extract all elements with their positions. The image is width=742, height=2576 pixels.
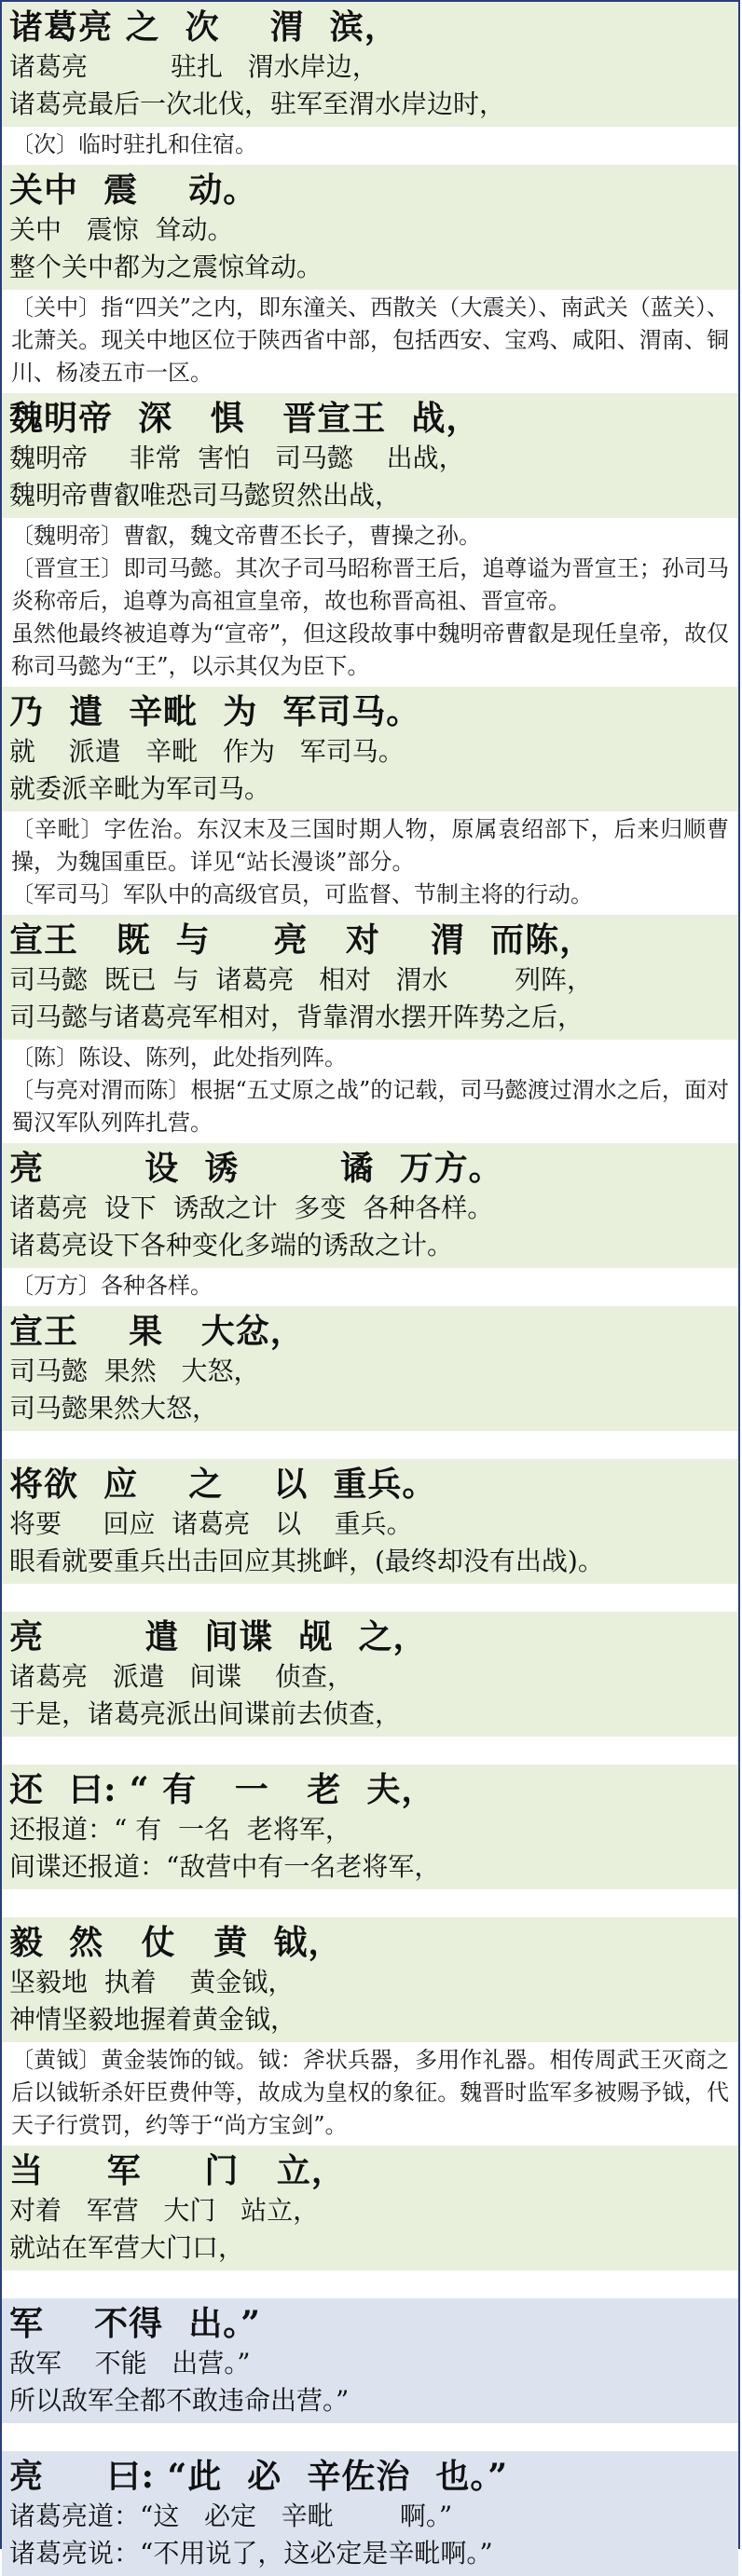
annotation-note: 〔魏明帝〕曹叡，魏文帝曹丕长子，曹操之孙。: [11, 523, 481, 549]
classical-line: 乃 遣 辛毗 为 军司马。: [9, 692, 421, 731]
word-gloss: 诸葛亮 驻扎 渭水岸边，: [9, 51, 378, 82]
annotation-block: [2, 290, 738, 393]
classical-line: 将欲 应 之 以 重兵。: [9, 1465, 437, 1504]
classical-line: 毅 然 仗 黄 钺，: [9, 1923, 343, 1962]
word-gloss: 诸葛亮道：“这 必定 辛毗 啊。”: [9, 2501, 453, 2531]
section-gap: [2, 1889, 738, 1917]
annotation-block: [2, 811, 738, 915]
text-section: [2, 1306, 738, 1431]
section-gap: [2, 1431, 738, 1459]
word-gloss: 敌军 不能 出营。”: [9, 2348, 251, 2378]
classical-line: 关中 震 动。: [9, 170, 258, 210]
translation: 所以敌军全都不敢违命出营。”: [9, 2385, 350, 2416]
translation: 魏明帝曹叡唯恐司马懿贸然出战，: [9, 480, 402, 511]
text-section: [2, 2451, 738, 2576]
translation: 司马懿与诸葛亮军相对，背靠渭水摆开阵势之后，: [9, 1002, 584, 1032]
text-section: [2, 1917, 738, 2042]
classical-line: 还 曰: “ 有 一 老 夫，: [9, 1770, 436, 1809]
classical-line: 宣王 既 与 亮 对 渭 而陈，: [9, 920, 595, 960]
annotation-note: 〔关中〕指“四关”之内，即东潼关、西散关（大震关）、南武关（蓝关）、北萧关。现关中地区位于陕西省中部，包括西安、宝鸡、咸阳、渭南、铜川、杨凌五市一区。: [11, 294, 729, 386]
text-section: [2, 915, 738, 1040]
translation: 间谍还报道：“敌营中有一名老将军，: [9, 1851, 441, 1882]
word-gloss: 诸葛亮 设下 诱敌之计 多变 各种各样。: [9, 1193, 494, 1223]
text-section: [2, 165, 738, 290]
annotation-note: 〔万方〕各种各样。: [11, 1273, 213, 1299]
annotation-block: [2, 1268, 738, 1306]
classical-line: 当 军 门 立，: [9, 2151, 346, 2190]
word-gloss: 魏明帝 非常 害怕 司马懿 出战，: [9, 443, 465, 473]
classical-line: 魏明帝 深 惧 晋宣王 战，: [9, 399, 481, 438]
section-gap: [2, 1737, 738, 1765]
text-section: [2, 1459, 738, 1584]
translation: 诸葛亮说：“不用说了，这必定是辛毗啊。”: [9, 2538, 493, 2569]
text-section: [2, 2146, 738, 2270]
annotation-block: [2, 127, 738, 165]
annotation-note: 虽然他最终被追尊为“宣帝”，但这段故事中魏明帝曹叡是现任皇帝，故仅称司马懿为“王”，以示其仅为臣下。: [11, 620, 729, 679]
classical-line: 亮 设 诱 谲 万方。: [9, 1149, 503, 1188]
classical-line: 宣王 果 大忿，: [9, 1312, 305, 1351]
word-gloss: 对着 军营 大门 站立，: [9, 2195, 320, 2226]
section-gap: [2, 1584, 738, 1612]
translation: 整个关中都为之震惊耸动。: [9, 252, 323, 282]
text-section: [2, 1143, 738, 1268]
translation: 诸葛亮最后一次北伐，驻军至渭水岸边时，: [9, 89, 506, 119]
annotation-block: [2, 2042, 738, 2146]
translation: 诸葛亮设下各种变化多端的诱敌之计。: [9, 1230, 454, 1261]
annotation-note: 〔军司马〕军队中的高级官员，可监督、节制主将的行动。: [11, 881, 593, 907]
annotation-block: [2, 518, 738, 687]
classical-line: 军 不得 出。”: [9, 2304, 261, 2343]
word-gloss: 关中 震惊 耸动。: [9, 214, 234, 245]
translation: 眼看就要重兵出击回应其挑衅，(最终却没有出战)。: [9, 1546, 604, 1576]
translation: 就委派辛毗为军司马。: [9, 773, 271, 804]
translation: 神情坚毅地握着黄金钺，: [9, 2004, 297, 2035]
word-gloss: 坚毅地 执着 黄金钺，: [9, 1967, 295, 1997]
section-gap: [2, 2270, 738, 2298]
word-gloss: 就 派遣 辛毗 作为 军司马。: [9, 736, 405, 767]
classical-line: 诸葛亮 之 次 渭 滨，: [9, 7, 399, 47]
word-gloss: 诸葛亮 派遣 间谍 侦查，: [9, 1661, 354, 1692]
annotation-note: 〔晋宣王〕即司马懿。其次子司马昭称晋王后，追尊谥为晋宣王；孙司马炎称帝后，追尊为高祖宣皇帝，故也称晋高祖、晋宣帝。: [11, 555, 729, 614]
annotation-note: 〔与亮对渭而陈〕根据“五丈原之战”的记载，司马懿渡过渭水之后，面对蜀汉军队列阵扎营。: [11, 1077, 729, 1136]
text-section: [2, 1612, 738, 1737]
text-section: [2, 687, 738, 811]
annotation-note: 〔黄钺〕黄金装饰的钺。钺：斧状兵器，多用作礼器。相传周武王灭商之后以钺斩杀奸臣费仲等，故成为皇权的象征。魏晋时监军多被赐予钺，代天子行赏罚，约等于“尚方宝剑”。: [11, 2047, 729, 2138]
word-gloss: 司马懿 果然 大怒，: [9, 1356, 260, 1386]
word-gloss: 还报道：“ 有 一名 老将军，: [9, 1814, 351, 1845]
text-section: [2, 1765, 738, 1889]
text-section: [2, 2298, 738, 2423]
classical-line: 亮 曰: “此 必 辛佐治 也。”: [9, 2457, 509, 2496]
word-gloss: 将要 回应 诸葛亮 以 重兵。: [9, 1508, 413, 1539]
text-section: [2, 393, 738, 518]
word-gloss: 司马懿 既已 与 诸葛亮 相对 渭水 列阵，: [9, 964, 594, 995]
annotation-note: 〔辛毗〕字佐治。东汉末及三国时期人物，原属袁绍部下，后来归顺曹操，为魏国重臣。详见“站长漫谈”部分。: [11, 816, 729, 875]
translation: 就站在军营大门口，: [9, 2232, 245, 2263]
annotation-note: 〔陈〕陈设、陈列，此处指列阵。: [11, 1044, 347, 1070]
translation: 司马懿果然大怒，: [9, 1393, 219, 1424]
annotation-block: [2, 1040, 738, 1143]
section-gap: [2, 2423, 738, 2451]
text-section: [2, 2, 738, 127]
annotation-note: 〔次〕临时驻扎和住宿。: [11, 131, 257, 157]
classical-line: 亮 遣 间谍 觇 之，: [9, 1617, 428, 1656]
translation: 于是，诸葛亮派出间谍前去侦查，: [9, 1698, 402, 1729]
